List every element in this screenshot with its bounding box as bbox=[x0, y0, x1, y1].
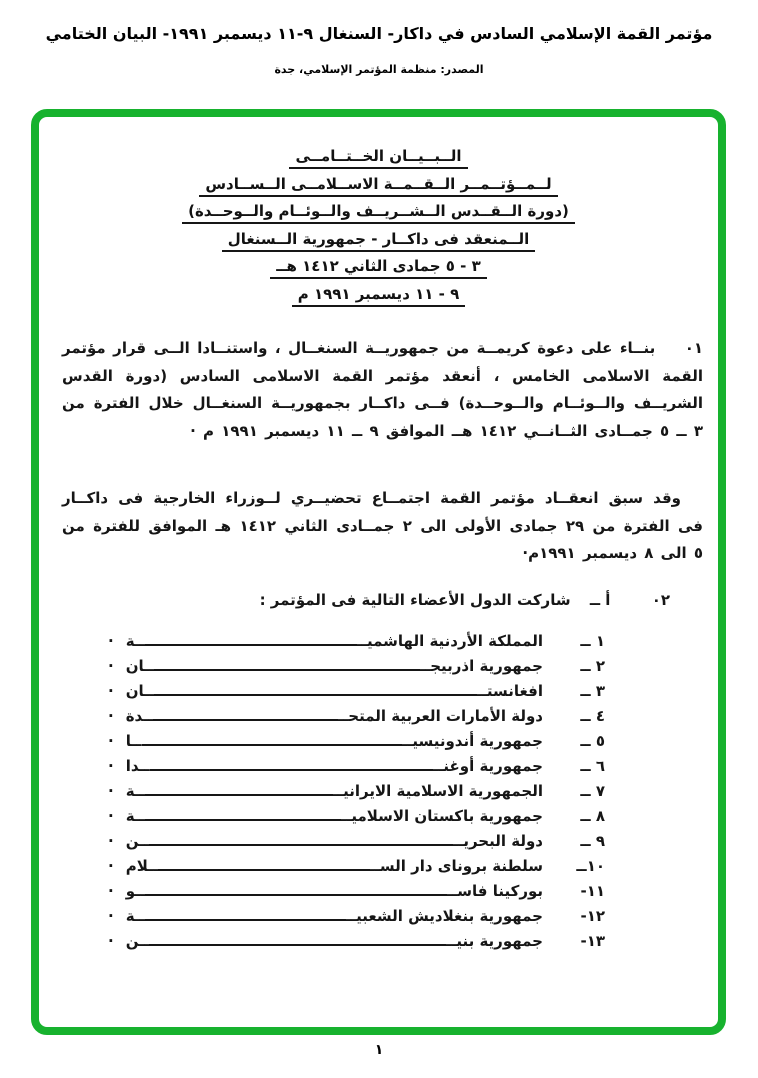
country-row-7 bbox=[108, 779, 605, 804]
participants-heading bbox=[62, 587, 670, 614]
paragraph-01-text: بنــاء على دعوة كريمــة من جمهوريــة السنغــال ، واستنــادا الــى قرار مؤتمر القمة الاسلامى الخامس ، أنعقد مؤتمر القمة الاسلامى السادس (دورة القدس الشريــف والــوئــام والــوحــدة) فــى داكــار بجمهوريــة السنغــال خلال الفترة من ٣ ــ ٥ جمــادى الثــانــي ١٤١٢ هــ الموافق ٩ ــ ١١ ديسمبر ١٩٩١ م · bbox=[62, 339, 703, 440]
kashida-line bbox=[145, 879, 447, 896]
page-number: ١ bbox=[374, 1042, 384, 1058]
country-number: ١١- bbox=[580, 882, 605, 900]
country-number: ١٠ــ bbox=[576, 857, 605, 875]
paragraph-02: وقد سبق انعقــاد مؤتمر القمة اجتمــاع تحضيــري لــوزراء الخارجية فى داكــار فى الفترة من ٢٩ جمادى الأولى الى ٢ جمــادى الثاني ١٤١٢ هـ الموافق للفترة من ٥ الى ٨ ديسمبر ١٩٩١م· bbox=[62, 489, 704, 562]
title-line-6: ٩ - ١١ ديسمبر ١٩٩١ م bbox=[39, 281, 718, 309]
country-name: دولة الأمارات العربية المتحــ bbox=[338, 707, 543, 725]
kashida-line bbox=[145, 904, 346, 921]
kashida-line bbox=[154, 679, 476, 696]
kashida-line bbox=[153, 704, 338, 721]
country-number: ٩ ــ bbox=[580, 832, 605, 850]
country-name-tail: ــان bbox=[125, 657, 155, 675]
kashida-line bbox=[145, 779, 333, 796]
country-number: ١٢- bbox=[580, 907, 605, 925]
country-row-3 bbox=[108, 679, 605, 704]
title-line-4: الــمنعقد فى داكــار - جمهورية الــسنغال bbox=[39, 226, 718, 254]
country-row-10 bbox=[108, 854, 605, 879]
country-row-6 bbox=[108, 754, 605, 779]
end-dot: · bbox=[108, 807, 114, 825]
country-name-tail: ــا bbox=[125, 732, 142, 750]
country-number: ١ ــ bbox=[580, 632, 605, 650]
country-name-tail: ــو bbox=[125, 882, 146, 900]
title-line-2: لــمــؤتــمــر الــقــمــة الاســلامــى الــســادس bbox=[39, 171, 718, 199]
country-name: المملكة الأردنية الهاشميــ bbox=[356, 632, 543, 650]
country-name: دولة البحريــ bbox=[453, 832, 543, 850]
country-name-tail: ــدة bbox=[125, 707, 154, 725]
end-dot: · bbox=[108, 707, 114, 725]
country-name-tail: ــلام bbox=[125, 857, 159, 875]
country-number: ١٣- bbox=[580, 932, 605, 950]
country-name: جمهورية بنيــ bbox=[446, 932, 543, 950]
country-name-tail: ــن bbox=[125, 832, 150, 850]
kashida-line bbox=[145, 804, 341, 821]
country-name-tail: ــة bbox=[125, 907, 146, 925]
country-name: جمهورية باكستان الاسلاميــ bbox=[341, 807, 543, 825]
end-dot: · bbox=[108, 732, 114, 750]
document-source-line: المصدر: منظمة المؤتمر الإسلامي، جدة bbox=[274, 63, 484, 76]
country-list bbox=[108, 629, 605, 954]
end-dot: · bbox=[108, 932, 114, 950]
participants-heading-number: ٠٢ bbox=[651, 591, 670, 609]
country-row-4 bbox=[108, 704, 605, 729]
end-dot: · bbox=[108, 632, 114, 650]
country-name: جمهورية أوغنــ bbox=[433, 757, 543, 775]
end-dot: · bbox=[108, 882, 114, 900]
kashida-line bbox=[154, 654, 420, 671]
country-number: ٥ ــ bbox=[580, 732, 605, 750]
document-header-title: مؤتمر القمة الإسلامي السادس في داكار- السنغال ٩-١١ ديسمبر ١٩٩١- البيان الختامي bbox=[45, 24, 713, 43]
country-row-9 bbox=[108, 829, 605, 854]
title-line-1: الــبــيــان الخــتــامــى bbox=[39, 143, 718, 171]
country-name: سلطنة بروناى دار الســ bbox=[369, 857, 543, 875]
country-name-tail: ــدا bbox=[125, 757, 150, 775]
communique-title-block bbox=[39, 143, 718, 308]
country-number: ٦ ــ bbox=[580, 757, 605, 775]
end-dot: · bbox=[108, 682, 114, 700]
end-dot: · bbox=[108, 832, 114, 850]
country-number: ٧ ــ bbox=[580, 782, 605, 800]
end-dot: · bbox=[108, 657, 114, 675]
country-name: الجمهورية الاسلامية الايرانيــ bbox=[332, 782, 543, 800]
paragraph-01 bbox=[62, 335, 703, 445]
country-row-1 bbox=[108, 629, 605, 654]
country-number: ٣ ــ bbox=[580, 682, 605, 700]
kashida-line bbox=[149, 829, 453, 846]
end-dot: · bbox=[108, 757, 114, 775]
kashida-line bbox=[142, 729, 402, 746]
participants-heading-text: شاركت الدول الأعضاء التالية فى المؤتمر : bbox=[259, 591, 571, 609]
title-line-3: (دورة الــقــدس الــشــريــف والــوئــام والــوحــدة) bbox=[39, 198, 718, 226]
country-name: جمهورية أندونيسيــ bbox=[402, 732, 543, 750]
country-name-tail: ــة bbox=[125, 782, 146, 800]
country-name-tail: ــان bbox=[125, 682, 155, 700]
country-name-tail: ــن bbox=[125, 932, 150, 950]
country-name-tail: ــة bbox=[125, 807, 146, 825]
country-number: ٨ ــ bbox=[580, 807, 605, 825]
end-dot: · bbox=[108, 857, 114, 875]
country-name: افغانستــ bbox=[476, 682, 543, 700]
country-row-5 bbox=[108, 729, 605, 754]
country-name-tail: ــة bbox=[125, 632, 146, 650]
country-row-13 bbox=[108, 929, 605, 954]
end-dot: · bbox=[108, 907, 114, 925]
country-row-11 bbox=[108, 879, 605, 904]
country-number: ٢ ــ bbox=[580, 657, 605, 675]
country-row-2 bbox=[108, 654, 605, 679]
title-line-5: ٣ - ٥ جمادى الثاني ١٤١٢ هــ bbox=[39, 253, 718, 281]
kashida-line bbox=[158, 854, 369, 871]
paragraph-01-number: ٠١ bbox=[684, 339, 703, 357]
country-name: بوركينا فاســ bbox=[447, 882, 543, 900]
participants-heading-letter: أ ــ bbox=[589, 591, 611, 609]
country-row-12 bbox=[108, 904, 605, 929]
end-dot: · bbox=[108, 782, 114, 800]
country-name: جمهورية اذربيجــ bbox=[419, 657, 543, 675]
country-name: جمهورية بنغلاديش الشعبيــ bbox=[345, 907, 543, 925]
kashida-line bbox=[149, 929, 446, 946]
kashida-line bbox=[150, 754, 433, 771]
country-row-8 bbox=[108, 804, 605, 829]
country-number: ٤ ــ bbox=[580, 707, 605, 725]
kashida-line bbox=[145, 629, 357, 646]
green-border-frame bbox=[31, 109, 726, 1035]
